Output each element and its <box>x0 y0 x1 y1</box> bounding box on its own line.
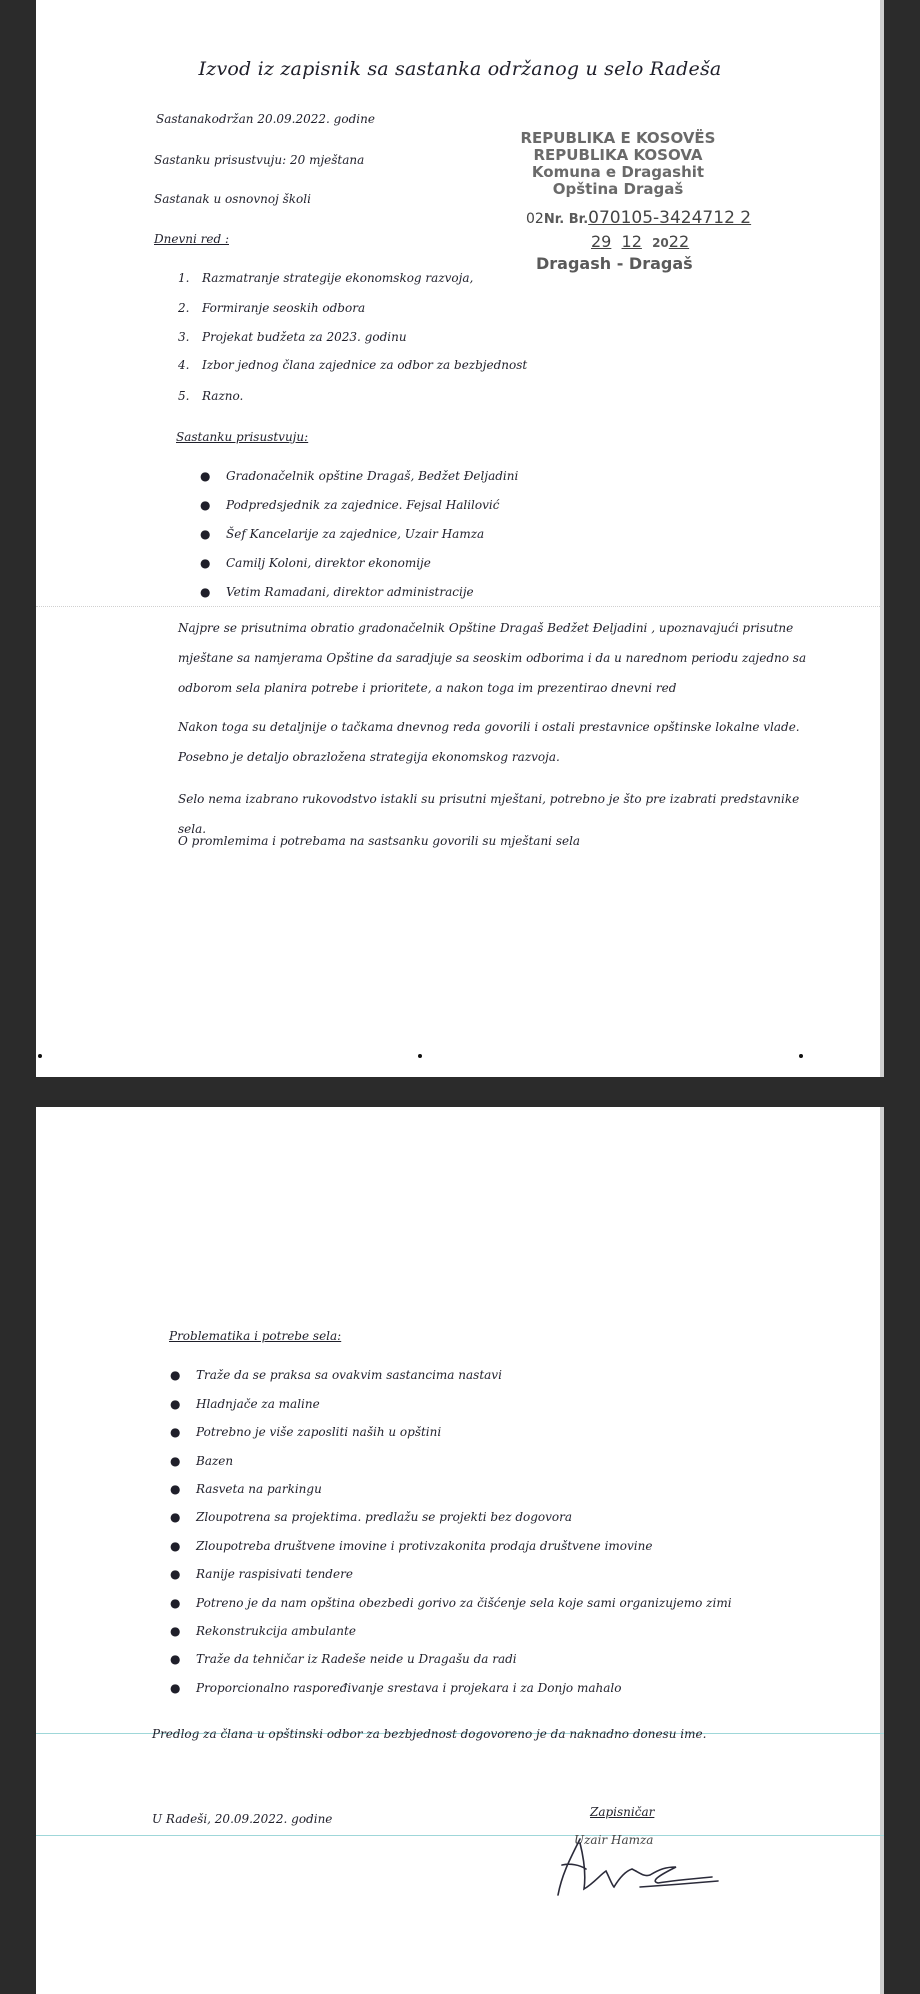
body-paragraph: Nakon toga su detaljnije o tačkama dnevnog reda govorili i ostali prestavnice opštinske lokalne vlade. Posebno je detaljo obrazložena strategija ekonomskog razvoja. <box>178 720 800 764</box>
problem-text: Bazen <box>196 1454 234 1468</box>
agenda-item <box>178 358 527 372</box>
problem-item <box>170 1567 353 1581</box>
agenda-number: 3. <box>178 330 190 344</box>
scan-mark <box>38 1054 42 1058</box>
agenda-text: Razmatranje strategije ekonomskog razvoja, <box>202 271 474 285</box>
bullet-icon: ● <box>170 1539 181 1553</box>
problem-item <box>170 1397 320 1411</box>
bullet-icon: ● <box>170 1425 181 1439</box>
attendee-text: Camilj Koloni, direktor ekonomije <box>226 556 431 570</box>
bullet-icon: ● <box>170 1567 181 1581</box>
bullet-icon: ● <box>170 1368 181 1382</box>
document-title: Izvod iz zapisnik sa sastanka održanog u selo Radeša <box>198 58 722 80</box>
stamp-reference <box>526 208 751 228</box>
problem-text: Potreno je da nam opština obezbedi gorivo za čišćenje sela koje sami organizujemo zimi <box>196 1596 732 1610</box>
attendee-item <box>200 556 431 570</box>
agenda-text: Projekat budžeta za 2023. godinu <box>202 330 407 344</box>
stamp-date-year: 22 <box>668 232 690 251</box>
bullet-icon: ● <box>170 1681 181 1695</box>
bullet-icon: ● <box>200 469 211 483</box>
bullet-icon: ● <box>170 1652 181 1666</box>
bullet-icon: ● <box>200 556 211 570</box>
attendee-text: Vetim Ramadani, direktor administracije <box>226 585 474 599</box>
recorder-name: Uzair Hamza <box>574 1833 654 1847</box>
body-paragraph: Najpre se prisutnima obratio gradonačelnik Opštine Dragaš Bedžet Đeljadini , upoznavajući prisutne mještane sa namjerama Opštine da saradjuje sa seoskim odborima i da u narednom periodu zajedno sa odborom sela planira potrebe i prioritete, a nakon toga im prezentirao dnevni red <box>178 621 807 695</box>
stamp-date <box>591 232 689 251</box>
page-edge <box>880 0 884 1077</box>
problem-item <box>170 1624 356 1638</box>
meeting-location: Sastanak u osnovnoj školi <box>154 192 311 206</box>
attendee-text: Podpredsjednik za zajednice. Fejsal Halilović <box>226 498 500 512</box>
document-page-2 <box>36 1107 884 1994</box>
problem-text: Ranije raspisivati tendere <box>196 1567 353 1581</box>
problem-item <box>170 1510 572 1524</box>
attendee-item <box>200 527 484 541</box>
stamp-date-month: 12 <box>621 232 642 251</box>
proposal-text: Predlog za člana u opštinski odbor za bezbjednost dogovoreno je da naknadno donesu ime. <box>152 1727 707 1741</box>
scan-mark <box>799 1054 803 1058</box>
attendee-item <box>200 498 499 512</box>
bullet-icon: ● <box>170 1397 181 1411</box>
problem-text: Traže da se praksa sa ovakvim sastancima nastavi <box>196 1368 502 1382</box>
bullet-icon: ● <box>170 1510 181 1524</box>
attendees-heading: Sastanku prisustvuju: <box>176 430 309 444</box>
problem-text: Traže da tehničar iz Radeše neide u Dragašu da radi <box>196 1652 517 1666</box>
signature <box>540 1829 730 1901</box>
stamp-ref-prefix: Nr. Br. <box>543 212 589 227</box>
stamp-line: REPUBLIKA KOSOVA <box>533 146 703 164</box>
problem-item <box>170 1681 621 1695</box>
problem-text: Zloupotreba društvene imovine i protivzakonita prodaja društvene imovine <box>196 1539 653 1553</box>
problem-item <box>170 1539 652 1553</box>
agenda-number: 4. <box>178 358 190 372</box>
problem-item <box>170 1454 233 1468</box>
problem-item <box>170 1482 322 1496</box>
attendee-item <box>200 469 518 483</box>
place-date: U Radeši, 20.09.2022. godine <box>152 1812 333 1826</box>
body-paragraph: O promlemima i potrebama na sastsanku govorili su mještani sela <box>178 834 581 848</box>
attendee-text: Gradonačelnik opštine Dragaš, Bedžet Đeljadini <box>226 469 519 483</box>
bullet-icon: ● <box>170 1596 181 1610</box>
bullet-icon: ● <box>200 527 211 541</box>
stamp-date-day: 29 <box>591 232 612 251</box>
bullet-icon: ● <box>200 498 211 512</box>
body-paragraph: Selo nema izabrano rukovodstvo istakli su prisutni mještani, potrebno je što pre izabrati predstavnike sela. <box>178 792 800 836</box>
attendee-item <box>200 585 474 599</box>
bullet-icon: ● <box>170 1482 181 1496</box>
scan-line <box>36 1835 884 1836</box>
stamp-place: Dragash - Dragaš <box>536 254 693 273</box>
meeting-attendance: Sastanku prisustvuju: 20 mještana <box>154 153 365 167</box>
problem-text: Rasveta na parkingu <box>196 1482 322 1496</box>
scan-fold-line <box>36 606 884 607</box>
agenda-item <box>178 389 243 403</box>
agenda-heading: Dnevni red : <box>154 232 229 246</box>
problem-text: Rekonstrukcija ambulante <box>196 1624 356 1638</box>
problem-item <box>170 1368 502 1382</box>
problem-item <box>170 1596 732 1610</box>
agenda-number: 2. <box>178 301 190 315</box>
page-edge <box>880 1107 884 1994</box>
agenda-text: Formiranje seoskih odbora <box>202 301 366 315</box>
recorder-label: Zapisničar <box>590 1805 655 1819</box>
bullet-icon: ● <box>170 1624 181 1638</box>
official-stamp <box>518 130 718 198</box>
problem-item <box>170 1425 441 1439</box>
agenda-text: Izbor jednog člana zajednice za odbor za bezbjednost <box>202 358 528 372</box>
document-page-1 <box>36 0 884 1077</box>
stamp-line: Opština Dragaš <box>552 180 684 198</box>
stamp-line: Komuna e Dragashit <box>531 163 705 181</box>
agenda-item <box>178 330 407 344</box>
meeting-date: Sastanakodržan 20.09.2022. godine <box>156 112 375 126</box>
problem-text: Hladnjače za maline <box>196 1397 320 1411</box>
stamp-line: REPUBLIKA E KOSOVËS <box>520 129 716 147</box>
problem-text: Zloupotrena sa projektima. predlažu se projekti bez dogovora <box>196 1510 573 1524</box>
bullet-icon: ● <box>170 1454 181 1468</box>
stamp-date-year-prefix: 20 <box>652 236 669 250</box>
agenda-item <box>178 271 473 285</box>
agenda-number: 5. <box>178 389 190 403</box>
agenda-item <box>178 301 365 315</box>
scan-mark <box>418 1054 422 1058</box>
problems-heading: Problematika i potrebe sela: <box>169 1329 342 1343</box>
agenda-text: Razno. <box>202 389 244 403</box>
stamp-ref-number: 070105-3424712 2 <box>588 208 752 228</box>
problem-text: Potrebno je više zaposliti naših u opštini <box>196 1425 442 1439</box>
agenda-number: 1. <box>178 271 190 285</box>
problem-item <box>170 1652 517 1666</box>
attendee-text: Šef Kancelarije za zajednice, Uzair Hamza <box>226 527 485 541</box>
problem-text: Proporcionalno raspoređivanje srestava i projekara i za Donjo mahalo <box>196 1681 622 1695</box>
stamp-ref-hand-prefix: 02 <box>526 211 544 227</box>
bullet-icon: ● <box>200 585 211 599</box>
